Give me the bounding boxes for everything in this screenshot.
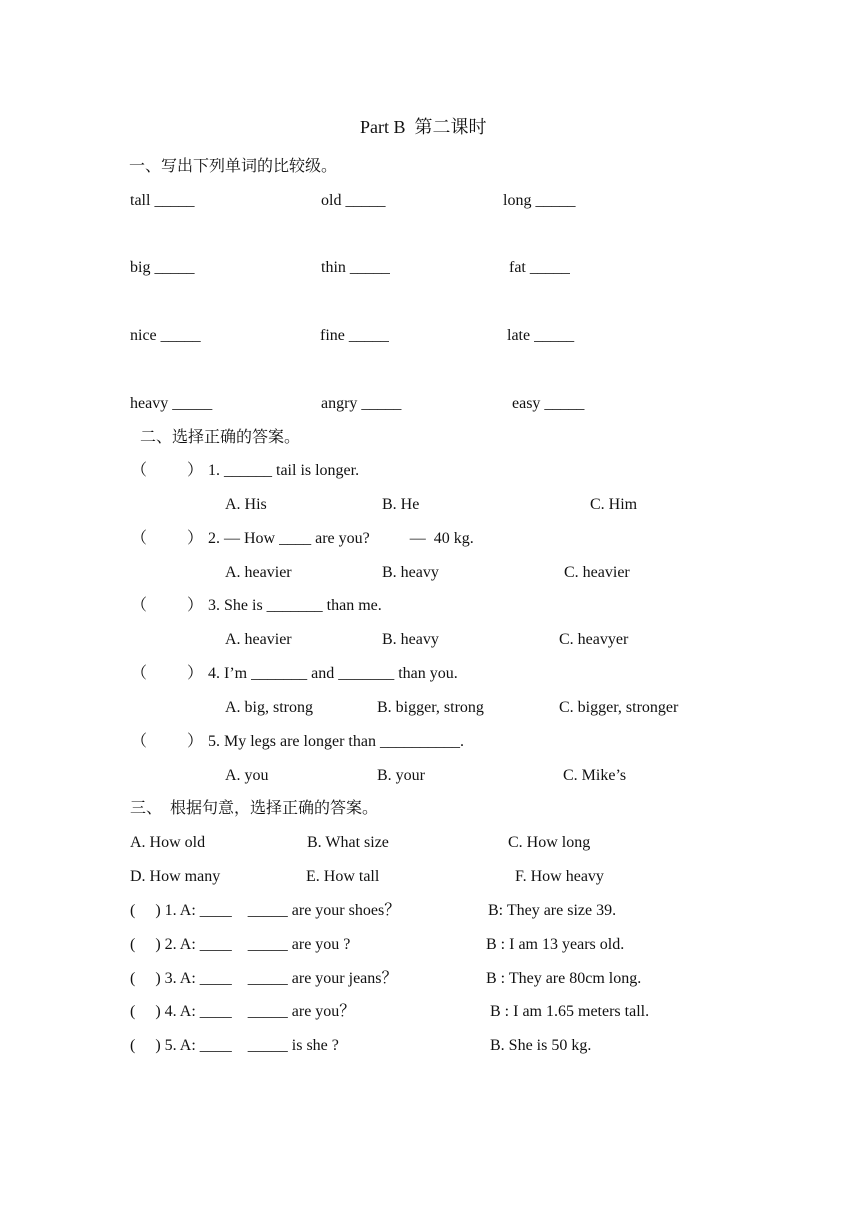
option-b: B. He	[382, 496, 420, 513]
choice-option: B. What size	[307, 834, 389, 851]
question-text: 3. She is _______ than me.	[208, 597, 382, 614]
question-text: 5. My legs are longer than __________.	[208, 733, 464, 750]
word-item: old _____	[321, 192, 386, 209]
dialogue-question: ( ) 2. A: ____ _____ are you ?	[130, 936, 351, 953]
option-a: A. big, strong	[225, 699, 313, 716]
section1-heading: 一、写出下列单词的比较级。	[129, 158, 338, 175]
answer-bracket: （ ）	[131, 462, 204, 479]
option-b: B. heavy	[382, 631, 439, 648]
option-a: A. heavier	[225, 631, 292, 648]
option-b: B. heavy	[382, 564, 439, 581]
option-c: C. heavyer	[559, 631, 629, 648]
option-c: C. bigger, stronger	[559, 699, 679, 716]
option-a: A. heavier	[225, 564, 292, 581]
word-item: tall _____	[130, 192, 195, 209]
question-text: 2. — How ____ are you? — 40 kg.	[208, 530, 474, 547]
choice-option: E. How tall	[306, 868, 380, 885]
word-item: heavy _____	[130, 395, 213, 412]
section2-heading: 二、选择正确的答案。	[140, 429, 301, 446]
word-item: fine _____	[320, 327, 389, 344]
option-c: C. Mike’s	[563, 767, 627, 784]
dialogue-answer: B : They are 80cm long.	[486, 970, 642, 987]
dialogue-answer: B : I am 13 years old.	[486, 936, 625, 953]
dialogue-answer: B. She is 50 kg.	[490, 1037, 592, 1054]
option-a: A. you	[225, 767, 269, 784]
option-b: B. bigger, strong	[377, 699, 484, 716]
option-a: A. His	[225, 496, 267, 513]
answer-bracket: （ ）	[131, 733, 204, 750]
choice-option: A. How old	[130, 834, 206, 851]
word-item: late _____	[507, 327, 575, 344]
dialogue-question: ( ) 3. A: ____ _____ are your jeans？	[130, 970, 398, 987]
word-item: thin _____	[321, 259, 390, 276]
word-item: angry _____	[321, 395, 402, 412]
choice-option: F. How heavy	[515, 868, 604, 885]
word-item: nice _____	[130, 327, 201, 344]
option-b: B. your	[377, 767, 425, 784]
dialogue-question: ( ) 5. A: ____ _____ is she ?	[130, 1037, 339, 1054]
dialogue-answer: B : I am 1.65 meters tall.	[490, 1003, 650, 1020]
dialogue-question: ( ) 1. A: ____ _____ are your shoes？	[130, 902, 401, 919]
answer-bracket: （ ）	[131, 665, 204, 682]
option-c: C. Him	[590, 496, 638, 513]
option-c: C. heavier	[564, 564, 630, 581]
question-text: 4. I’m _______ and _______ than you.	[208, 665, 458, 682]
answer-bracket: （ ）	[131, 530, 204, 547]
choice-option: D. How many	[130, 868, 221, 885]
page-title: Part B 第二课时	[360, 117, 487, 137]
question-text: 1. ______ tail is longer.	[208, 462, 360, 479]
choice-option: C. How long	[508, 834, 591, 851]
dialogue-question: ( ) 4. A: ____ _____ are you？	[130, 1003, 356, 1020]
word-item: easy _____	[512, 395, 585, 412]
answer-bracket: （ ）	[131, 597, 204, 614]
section3-heading: 三、 根据句意，选择正确的答案。	[130, 800, 379, 817]
word-item: fat _____	[509, 259, 570, 276]
dialogue-answer: B: They are size 39.	[488, 902, 617, 919]
word-item: long _____	[503, 192, 576, 209]
word-item: big _____	[130, 259, 195, 276]
